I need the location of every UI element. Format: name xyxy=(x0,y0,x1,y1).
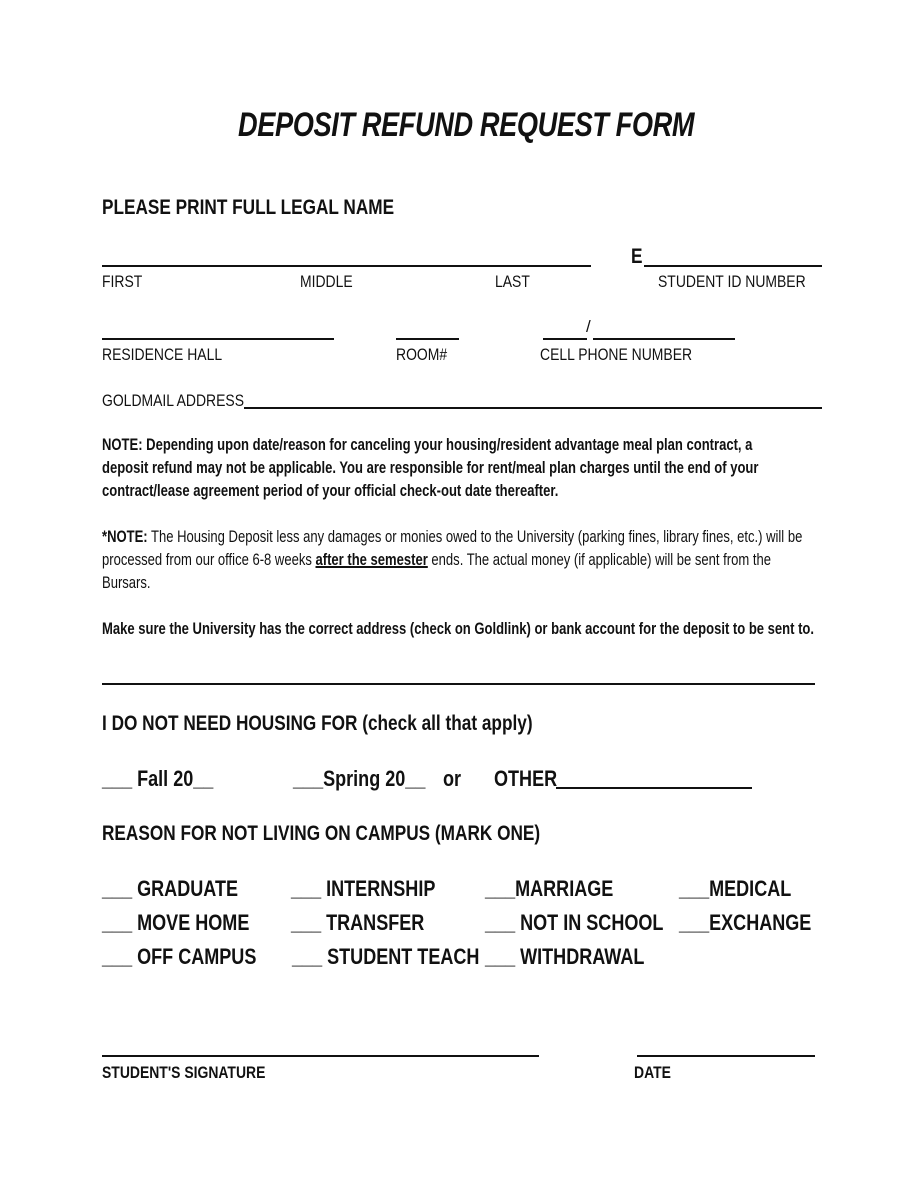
reason-student-teach[interactable]: ___ STUDENT TEACH xyxy=(292,944,480,969)
last-name-label: LAST xyxy=(495,272,530,291)
reason-transfer[interactable]: ___ TRANSFER xyxy=(291,910,425,935)
reason-not-in-school[interactable]: ___ NOT IN SCHOOL xyxy=(485,910,664,935)
name-heading: PLEASE PRINT FULL LEGAL NAME xyxy=(102,196,395,219)
reason-graduate[interactable]: ___ GRADUATE xyxy=(102,876,239,901)
note-housing-deposit-processing: *NOTE: The Housing Deposit less any damages or monies owed to the University (parking fines, library fines, etc.) will be processed from our office 6-8 weeks after the semester ends. The actual money (if applicable) will be sent from the Bursars. xyxy=(102,528,803,592)
student-id-label: STUDENT ID NUMBER xyxy=(658,272,806,291)
goldmail-label: GOLDMAIL ADDRESS xyxy=(102,391,245,410)
spring-checkbox[interactable]: ___Spring 20__ xyxy=(293,766,426,791)
phone-area-code-field[interactable] xyxy=(543,338,587,340)
blank-line[interactable] xyxy=(102,683,815,685)
date-field[interactable] xyxy=(637,1055,815,1057)
note-deposit-applicability: NOTE: Depending upon date/reason for canceling your housing/resident advantage meal plan contract, a deposit refund may not be applicable. You are responsible for rent/meal plan charges until the end of your contract/lease agreement period of your official check-out date thereafter. xyxy=(102,436,759,500)
reason-marriage[interactable]: ___MARRIAGE xyxy=(485,876,614,901)
reason-move-home[interactable]: ___ MOVE HOME xyxy=(102,910,250,935)
housing-heading: I DO NOT NEED HOUSING FOR (check all that apply) xyxy=(102,712,533,735)
other-field[interactable] xyxy=(556,787,752,789)
room-field[interactable] xyxy=(396,338,459,340)
student-id-prefix: E xyxy=(631,245,643,268)
residence-hall-field[interactable] xyxy=(102,338,334,340)
address-note: Make sure the University has the correct address (check on Goldlink) or bank account for the deposit to be sent to. xyxy=(102,620,815,638)
reason-heading: REASON FOR NOT LIVING ON CAMPUS (MARK ONE) xyxy=(102,822,541,845)
cell-phone-label: CELL PHONE NUMBER xyxy=(540,345,693,364)
room-label: ROOM# xyxy=(396,345,448,364)
signature-field[interactable] xyxy=(102,1055,539,1057)
cell-phone-field[interactable] xyxy=(593,338,735,340)
goldmail-address-field[interactable] xyxy=(244,407,822,409)
date-label: DATE xyxy=(634,1063,671,1082)
reason-withdrawal[interactable]: ___ WITHDRAWAL xyxy=(485,944,645,969)
middle-name-label: MIDDLE xyxy=(300,272,353,291)
phone-separator: / xyxy=(586,317,591,336)
residence-hall-label: RESIDENCE HALL xyxy=(102,345,223,364)
reason-internship[interactable]: ___ INTERNSHIP xyxy=(291,876,436,901)
fall-checkbox[interactable]: ___ Fall 20__ xyxy=(102,766,214,791)
student-id-field[interactable] xyxy=(644,265,822,267)
full-name-field[interactable] xyxy=(102,265,591,267)
reason-off-campus[interactable]: ___ OFF CAMPUS xyxy=(102,944,257,969)
or-text: or xyxy=(443,766,462,791)
form-title: DEPOSIT REFUND REQUEST FORM xyxy=(238,106,695,144)
signature-label: STUDENT'S SIGNATURE xyxy=(102,1063,266,1082)
first-name-label: FIRST xyxy=(102,272,143,291)
other-label: OTHER xyxy=(494,766,558,791)
reason-exchange[interactable]: ___EXCHANGE xyxy=(679,910,812,935)
reason-medical[interactable]: ___MEDICAL xyxy=(679,876,792,901)
